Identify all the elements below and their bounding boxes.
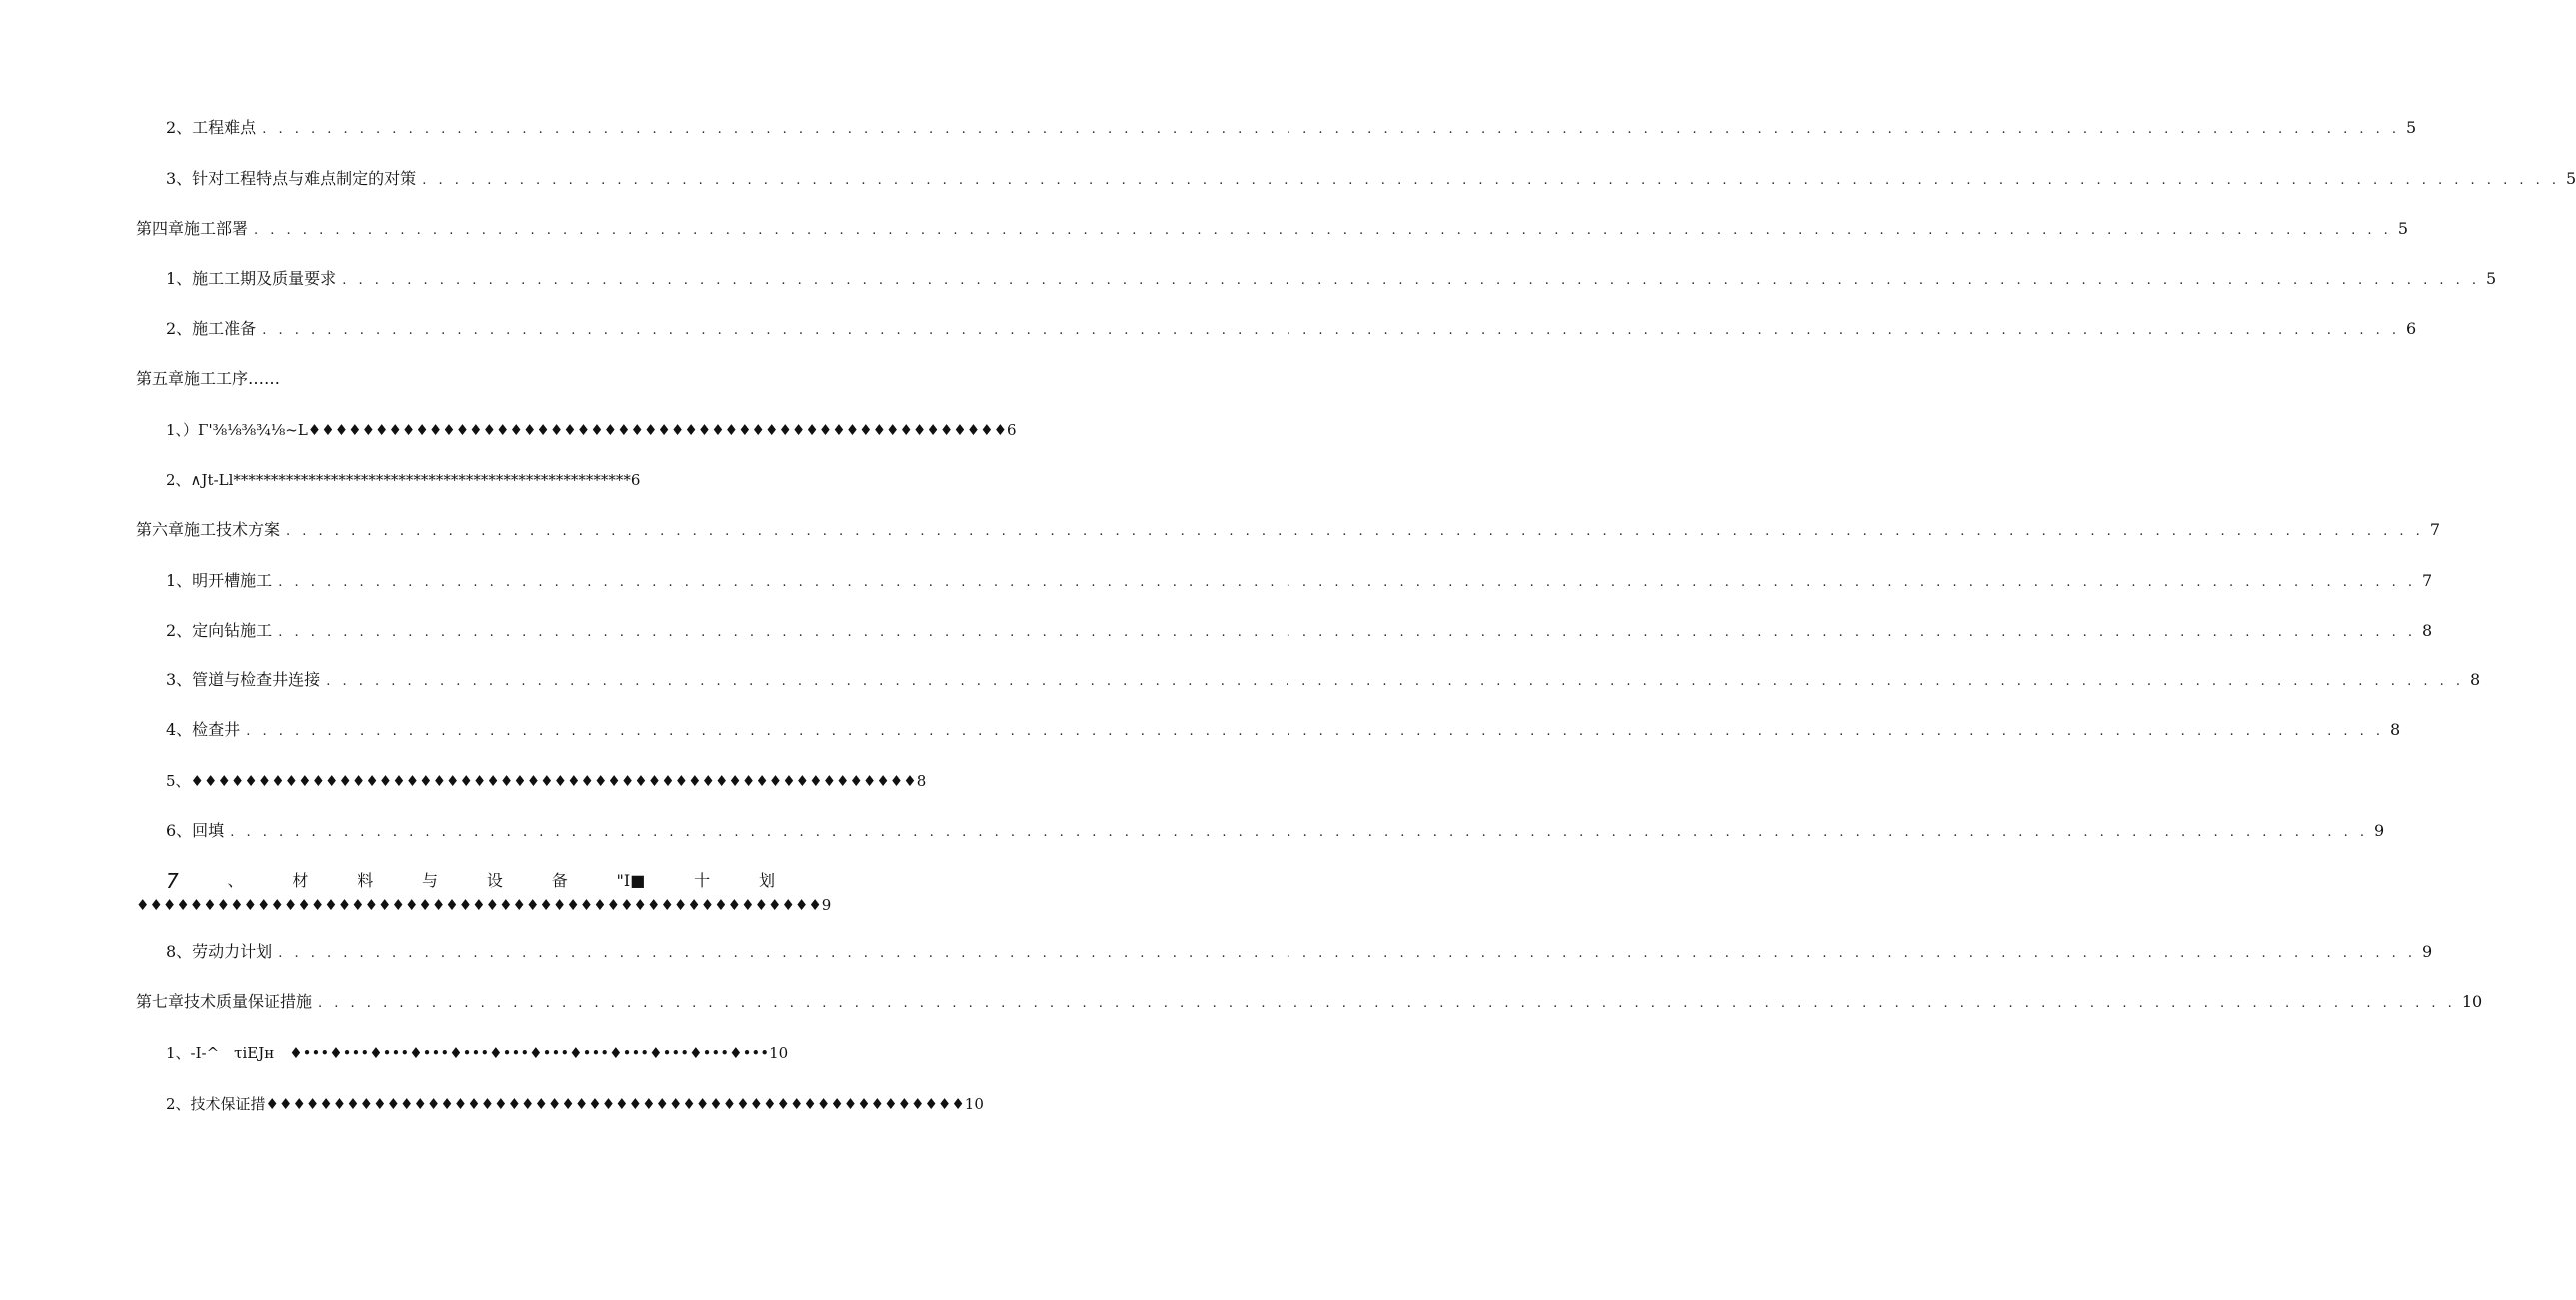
toc-entry[interactable] <box>166 269 2497 289</box>
toc-entry-page: 9 <box>2422 942 2433 961</box>
toc-leader-dots <box>254 221 2392 241</box>
toc-entry-page: 7 <box>2429 520 2441 539</box>
toc-chapter-label: 第六章施工技术方案 <box>136 520 281 539</box>
toc-entry[interactable] <box>166 319 2417 339</box>
toc-entry[interactable] <box>166 1043 789 1063</box>
toc-entry[interactable] <box>166 942 2433 962</box>
toc-chapter-label: 第七章技术质量保证措施 <box>136 992 313 1011</box>
toc-entry[interactable] <box>166 621 2433 641</box>
toc-entry[interactable] <box>166 720 2401 740</box>
toc-entry[interactable] <box>166 821 2385 841</box>
toc-entry-label: 4、检查井 <box>166 720 241 739</box>
toc-entry-char: 与 <box>422 871 439 890</box>
toc-leader-dots <box>318 994 2456 1014</box>
toc-leader-dots <box>326 672 2464 692</box>
toc-leader-dots <box>230 823 2368 843</box>
toc-entry-page: 8 <box>2390 720 2401 739</box>
toc-entry-label: 3、管道与检查井连接 <box>166 670 321 689</box>
toc-entry-label: 2、技术保证措♦♦♦♦♦♦♦♦♦♦♦♦♦♦♦♦♦♦♦♦♦♦♦♦♦♦♦♦♦♦♦♦♦♦♦♦♦♦♦♦♦♦♦♦♦♦♦♦♦♦♦♦10 <box>166 1095 984 1113</box>
toc-entry-char: 材 <box>292 871 309 890</box>
toc-leader-dots <box>262 321 2400 341</box>
toc-entry-number: 7 <box>166 869 179 893</box>
toc-entry-page: 5 <box>2486 269 2497 288</box>
toc-entry[interactable] <box>166 420 1017 440</box>
toc-chapter-label: 第四章施工部署 <box>136 219 249 238</box>
toc-entry-page: 6 <box>2406 319 2417 338</box>
toc-entry-label: ♦♦♦♦♦♦♦♦♦♦♦♦♦♦♦♦♦♦♦♦♦♦♦♦♦♦♦♦♦♦♦♦♦♦♦♦♦♦♦♦♦♦♦♦♦♦♦♦♦♦♦9 <box>136 896 832 914</box>
toc-entry-label: 2、施工准备 <box>166 319 257 338</box>
toc-entry-spread[interactable] <box>166 869 775 893</box>
toc-leader-dots <box>262 120 2400 140</box>
toc-entry-label: 6、回填 <box>166 821 225 840</box>
toc-entry-page: 5 <box>2566 169 2576 188</box>
toc-entry-label: 1、施工工期及质量要求 <box>166 269 337 288</box>
toc-leader-dots <box>278 573 2416 593</box>
toc-entry[interactable] <box>166 118 2417 138</box>
toc-entry-continuation <box>136 895 832 915</box>
toc-entry-label: 1、明开槽施工 <box>166 571 273 590</box>
toc-entry-label: 2、∧Jt-Ll*****************************************************6 <box>166 471 641 489</box>
toc-chapter[interactable] <box>136 520 2441 540</box>
toc-entry-label: 5、♦♦♦♦♦♦♦♦♦♦♦♦♦♦♦♦♦♦♦♦♦♦♦♦♦♦♦♦♦♦♦♦♦♦♦♦♦♦♦♦♦♦♦♦♦♦♦♦♦♦♦♦♦♦8 <box>166 772 927 790</box>
toc-entry[interactable] <box>166 571 2433 591</box>
toc-chapter[interactable] <box>136 219 2409 239</box>
toc-leader-dots <box>342 271 2480 291</box>
toc-entry[interactable] <box>166 670 2481 690</box>
toc-entry-char: "I■ <box>616 871 646 890</box>
toc-entry-char: 料 <box>357 871 374 890</box>
toc-entry-page: 9 <box>2374 821 2385 840</box>
toc-entry-label: 2、定向钻施工 <box>166 621 273 640</box>
toc-entry-label: 8、劳动力计划 <box>166 942 273 961</box>
toc-chapter[interactable] <box>136 992 2483 1012</box>
toc-entry-char: 、 <box>227 871 244 890</box>
toc-entry-label: 1、-I-^ τiEJн ♦•••♦•••♦•••♦•••♦•••♦•••♦•••♦•••♦•••♦•••♦•••♦•••10 <box>166 1044 789 1062</box>
toc-entry-page: 5 <box>2397 219 2409 238</box>
toc-leader-dots <box>422 171 2560 191</box>
toc-entry-char: 备 <box>551 871 568 890</box>
toc-leader-dots <box>278 944 2416 964</box>
toc-entry[interactable] <box>166 169 2576 189</box>
toc-entry-page: 8 <box>2470 670 2481 689</box>
toc-leader-dots <box>278 623 2416 643</box>
toc-entry-label: 1、）Γ'⅜⅛⅜¾⅛~L♦♦♦♦♦♦♦♦♦♦♦♦♦♦♦♦♦♦♦♦♦♦♦♦♦♦♦♦♦♦♦♦♦♦♦♦♦♦♦♦♦♦♦♦♦♦♦♦♦♦♦♦6 <box>166 421 1017 439</box>
toc-entry-char: 十 <box>694 871 711 890</box>
toc-entry-page: 10 <box>2461 992 2483 1011</box>
toc-entry[interactable] <box>166 771 927 791</box>
toc-entry-label: 2、工程难点 <box>166 118 257 137</box>
toc-entry[interactable] <box>166 470 775 490</box>
toc-entry-page: 5 <box>2406 118 2417 137</box>
toc-entry-char: 设 <box>486 871 503 890</box>
toc-entry-char: 划 <box>758 871 775 890</box>
toc-entry-label: 3、针对工程特点与难点制定的对策 <box>166 169 417 188</box>
toc-leader-dots <box>286 522 2424 542</box>
toc-chapter[interactable] <box>136 369 775 389</box>
toc-entry-page: 7 <box>2422 571 2433 590</box>
toc-chapter-label: 第五章施工工序…… <box>136 369 281 388</box>
toc-leader-dots <box>246 722 2384 742</box>
toc-entry-page: 8 <box>2422 621 2433 640</box>
toc-entry[interactable] <box>166 1094 984 1114</box>
